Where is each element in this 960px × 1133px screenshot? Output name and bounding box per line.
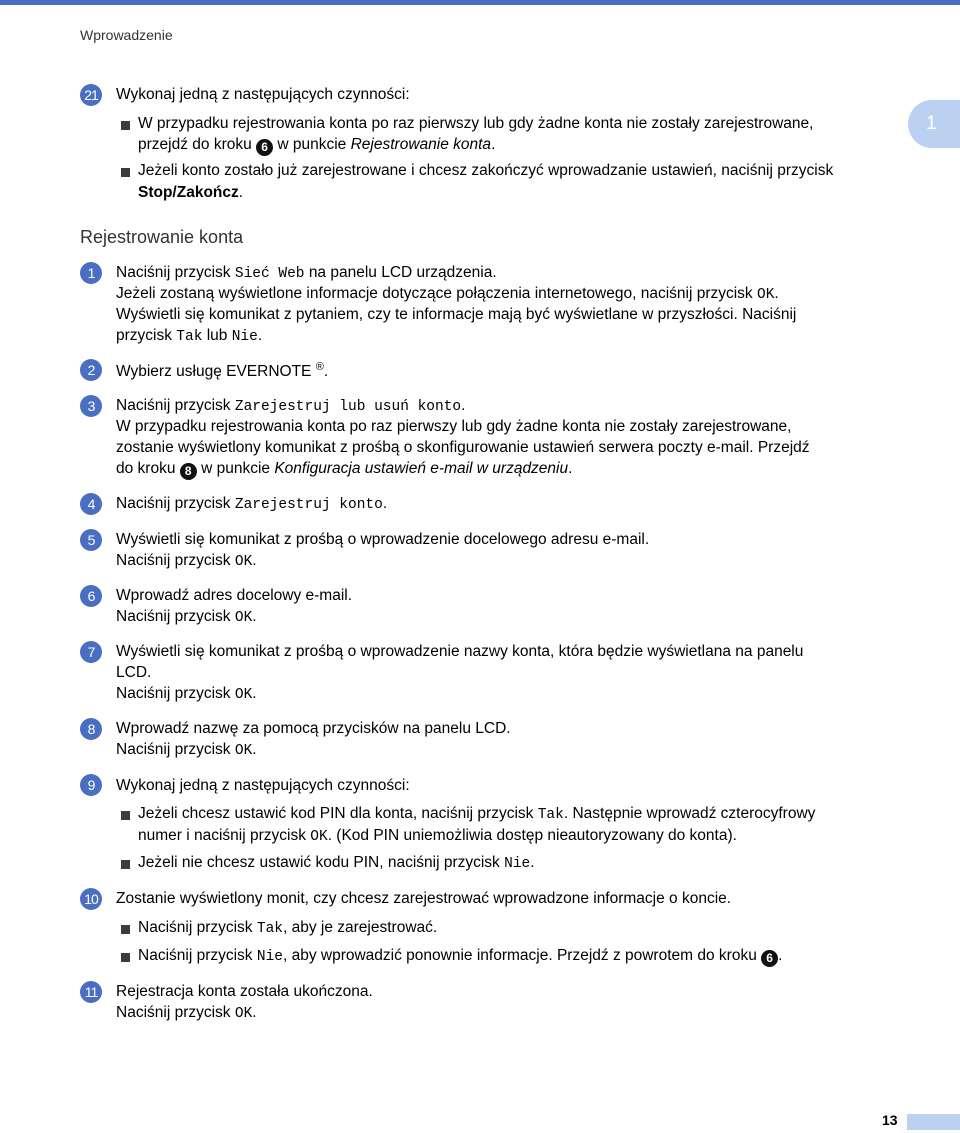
- step1-l1: Naciśnij przycisk Sieć Web na panelu LCD urządzenia.: [116, 264, 497, 282]
- step9-bullet1-l2: numer i naciśnij przycisk OK. (Kod PIN uniemożliwia dostęp nieautoryzowany do konta).: [138, 827, 737, 845]
- intro-line: Wykonaj jedną z następujących czynności:: [116, 86, 410, 103]
- running-header: Wprowadzenie: [80, 27, 173, 43]
- step4-l1: Naciśnij przycisk Zarejestruj konto.: [116, 495, 388, 513]
- step7-l1: Wyświetli się komunikat z prośbą o wprowadzenie nazwy konta, która będzie wyświetlana na panelu: [116, 643, 804, 660]
- bullet-square: [121, 121, 130, 130]
- step6-l2: Naciśnij przycisk OK.: [116, 608, 257, 626]
- bullet-square: [121, 953, 130, 962]
- page-number: 13: [882, 1112, 898, 1128]
- top-rule: [0, 0, 960, 5]
- footer-tab: [907, 1114, 960, 1130]
- step3-l4: do kroku 8 w punkcie Konfiguracja ustawień e-mail w urządzeniu.: [116, 460, 573, 478]
- bullet-square: [121, 925, 130, 934]
- step-badge-4: 4: [80, 493, 102, 515]
- step3-l1: Naciśnij przycisk Zarejestruj lub usuń konto.: [116, 397, 466, 415]
- step-badge-10: 10: [80, 888, 102, 910]
- step8-l1: Wprowadź nazwę za pomocą przycisków na panelu LCD.: [116, 720, 511, 737]
- intro-bullet1-l2: przejdź do kroku 6 w punkcie Rejestrowanie konta.: [138, 136, 496, 154]
- step5-l1: Wyświetli się komunikat z prośbą o wprowadzenie docelowego adresu e-mail.: [116, 531, 650, 548]
- step5-l2: Naciśnij przycisk OK.: [116, 552, 257, 570]
- step11-l2: Naciśnij przycisk OK.: [116, 1004, 257, 1022]
- intro-bullet2-l1: Jeżeli konto zostało już zarejestrowane i chcesz zakończyć wprowadzanie ustawień, naciśnij przycisk: [138, 162, 834, 179]
- bullet-square: [121, 860, 130, 869]
- intro-bullet1-l1: W przypadku rejestrowania konta po raz pierwszy lub gdy żadne konta nie zostały zarejestrowane,: [138, 115, 814, 132]
- step3-l2: W przypadku rejestrowania konta po raz pierwszy lub gdy żadne konta nie zostały zarejestrowane,: [116, 418, 792, 435]
- step1-l2: Jeżeli zostaną wyświetlone informacje dotyczące połączenia internetowego, naciśnij przycisk OK.: [116, 285, 779, 303]
- step8-l2: Naciśnij przycisk OK.: [116, 741, 257, 759]
- step-badge-21: 21: [80, 84, 102, 106]
- bullet-square: [121, 811, 130, 820]
- step6-l1: Wprowadź adres docelowy e-mail.: [116, 587, 353, 604]
- step-badge-3: 3: [80, 395, 102, 417]
- chapter-number: 1: [926, 113, 937, 134]
- intro-bullet2-l2: Stop/Zakończ.: [138, 184, 244, 201]
- step10-bullet1: Naciśnij przycisk Tak, aby je zarejestrować.: [138, 919, 438, 937]
- step3-l3: zostanie wyświetlony komunikat z prośbą o skonfigurowanie ustawień serwera poczty e-mail. Przejdź: [116, 439, 810, 456]
- step-badge-5: 5: [80, 529, 102, 551]
- step9-l1: Wykonaj jedną z następujących czynności:: [116, 777, 410, 794]
- section-heading: Rejestrowanie konta: [80, 227, 244, 247]
- step1-l4: przycisk Tak lub Nie.: [116, 327, 263, 345]
- step-ref: 6: [761, 950, 778, 967]
- step1-l3: Wyświetli się komunikat z pytaniem, czy te informacje mają być wyświetlane w przyszłości. Naciśnij: [116, 306, 797, 323]
- step11-l1: Rejestracja konta została ukończona.: [116, 983, 373, 1000]
- step10-l1: Zostanie wyświetlony monit, czy chcesz zarejestrować wprowadzone informacje o koncie.: [116, 890, 732, 907]
- step-badge-11: 11: [80, 981, 102, 1003]
- step-ref: 8: [180, 463, 197, 480]
- step-badge-1: 1: [80, 262, 102, 284]
- step7-l2: LCD.: [116, 664, 152, 681]
- step7-l3: Naciśnij przycisk OK.: [116, 685, 257, 703]
- step-ref: 6: [256, 139, 273, 156]
- step9-bullet1-l1: Jeżeli chcesz ustawić kod PIN dla konta, naciśnij przycisk Tak. Następnie wprowadź czterocyfrowy: [138, 805, 816, 823]
- step-badge-7: 7: [80, 641, 102, 663]
- bullet-square: [121, 168, 130, 177]
- chapter-tab: [908, 100, 960, 148]
- step2-l1: Wybierz usługę EVERNOTE ®.: [116, 361, 329, 381]
- step-badge-9: 9: [80, 774, 102, 796]
- step10-bullet2: Naciśnij przycisk Nie, aby wprowadzić ponownie informacje. Przejdź z powrotem do kroku 6 .: [138, 947, 783, 965]
- step9-bullet2: Jeżeli nie chcesz ustawić kodu PIN, naciśnij przycisk Nie.: [138, 854, 535, 872]
- step-badge-2: 2: [80, 359, 102, 381]
- step-badge-8: 8: [80, 718, 102, 740]
- step-badge-6: 6: [80, 585, 102, 607]
